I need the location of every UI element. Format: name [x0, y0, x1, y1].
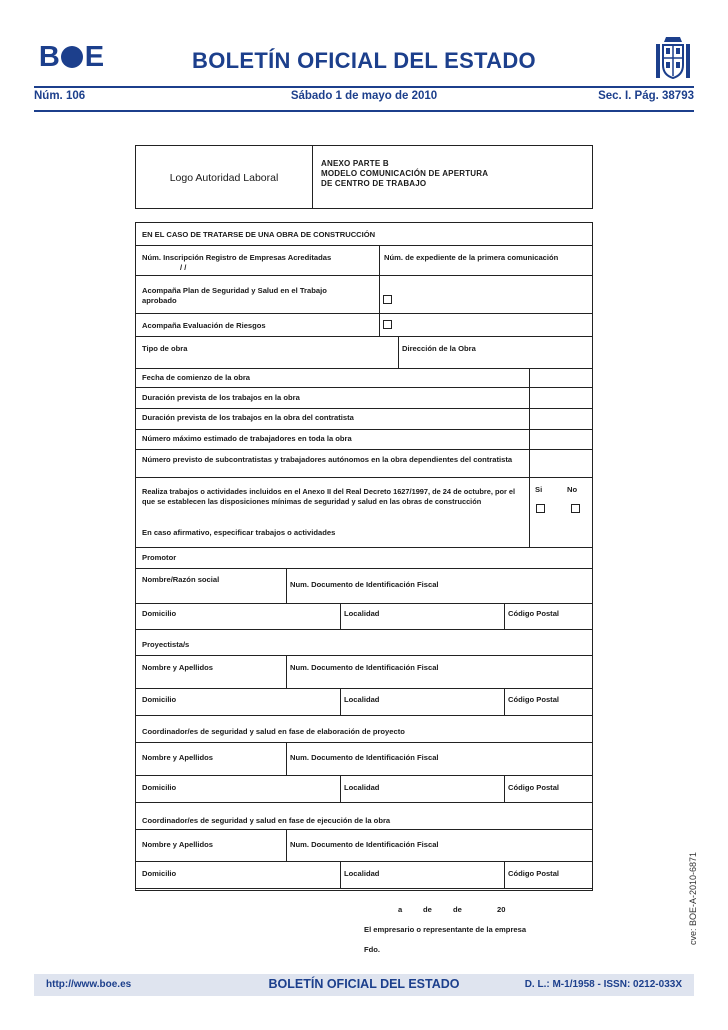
footer-url-link[interactable]: http://www.boe.es — [46, 979, 132, 990]
row-line — [136, 603, 592, 604]
logo-letter-e: E — [84, 40, 104, 73]
row-line — [136, 429, 592, 430]
coord-exec-fiscal-id-label: Num. Documento de Identificación Fiscal — [290, 840, 439, 849]
no-checkbox[interactable] — [571, 504, 580, 513]
col-line — [286, 568, 287, 603]
coord-exec-domicile-label: Domicilio — [142, 869, 177, 878]
designer-postal-label: Código Postal — [508, 695, 560, 704]
designer-domicile-label: Domicilio — [142, 695, 177, 704]
designer-fiscal-id-label: Num. Documento de Identificación Fiscal — [290, 663, 439, 672]
duration-contractor-label: Duración prevista de los trabajos en la obra del contratista — [142, 413, 354, 422]
risk-eval-label: Acompaña Evaluación de Riesgos — [142, 321, 266, 330]
page-title: BOLETÍN OFICIAL DEL ESTADO — [192, 48, 536, 73]
work-type-label: Tipo de obra — [142, 344, 188, 353]
section-page: Sec. I. Pág. 38793 — [598, 90, 694, 102]
row-line — [136, 477, 592, 478]
col-line — [340, 861, 341, 888]
coord-design-postal-label: Código Postal — [508, 783, 560, 792]
row-line — [136, 275, 592, 276]
expedient-label: Núm. de expediente de la primera comunicación — [384, 253, 559, 262]
registry-label: Núm. Inscripción Registro de Empresas Acreditadas — [142, 253, 332, 262]
promoter-postal-label: Código Postal — [508, 609, 560, 618]
issue-number: Núm. 106 — [34, 90, 86, 102]
yes-checkbox[interactable] — [536, 504, 545, 513]
coord-exec-label: Coordinador/es de seguridad y salud en fase de ejecución de la obra — [142, 816, 391, 825]
coord-design-name-label: Nombre y Apellidos — [142, 753, 214, 762]
col-line — [504, 603, 505, 629]
col-line — [340, 775, 341, 802]
annex-line: MODELO COMUNICACIÓN DE APERTURA — [321, 169, 489, 178]
work-address-label: Dirección de la Obra — [402, 344, 476, 353]
annex-title — [321, 159, 488, 189]
safety-plan-checkbox[interactable] — [383, 295, 392, 304]
annex-line: ANEXO PARTE B — [321, 159, 389, 168]
signed-label: Fdo. — [364, 945, 381, 954]
col-line — [286, 655, 287, 688]
yes-label: Si — [535, 485, 543, 494]
date-de-2: de — [453, 905, 462, 914]
safety-plan-label: Acompaña Plan de Seguridad y Salud en el Trabajo aprobado — [142, 286, 327, 305]
row-line — [136, 861, 592, 862]
date-year: 20 — [497, 905, 506, 914]
coord-design-label: Coordinador/es de seguridad y salud en fase de elaboración de proyecto — [142, 727, 405, 736]
row-line — [136, 408, 592, 409]
col-line — [529, 368, 530, 477]
col-line — [340, 688, 341, 715]
promoter-fiscal-id-label: Num. Documento de Identificación Fiscal — [290, 580, 439, 589]
promoter-name-label: Nombre/Razón social — [142, 575, 220, 584]
row-line — [136, 368, 592, 369]
specify-label: En caso afirmativo, especificar trabajos o actividades — [142, 528, 336, 537]
annex-header-box — [135, 145, 593, 209]
row-line — [136, 313, 592, 314]
row-line — [136, 449, 592, 450]
col-line — [286, 829, 287, 861]
row-line — [136, 829, 592, 830]
header-rule-bottom — [34, 110, 694, 112]
row-line — [136, 802, 592, 803]
row-line — [136, 568, 592, 569]
start-date-label: Fecha de comienzo de la obra — [142, 373, 251, 382]
duration-label: Duración prevista de los trabajos en la obra — [142, 393, 300, 402]
signer-label: El empresario o representante de la empresa — [364, 925, 527, 934]
construction-form — [135, 222, 593, 891]
header-rule — [34, 86, 694, 88]
coord-design-fiscal-id-label: Num. Documento de Identificación Fiscal — [290, 753, 439, 762]
coord-design-domicile-label: Domicilio — [142, 783, 177, 792]
row-line — [136, 688, 592, 689]
col-line — [504, 775, 505, 802]
coat-of-arms-icon — [652, 34, 694, 84]
logo-letter-b: B — [38, 40, 59, 73]
section-title: EN EL CASO DE TRATARSE DE UNA OBRA DE CONSTRUCCIÓN — [142, 230, 376, 239]
promoter-domicile-label: Domicilio — [142, 609, 177, 618]
col-line — [398, 336, 399, 368]
annex-line: DE CENTRO DE TRABAJO — [321, 179, 427, 188]
footer-title: BOLETÍN OFICIAL DEL ESTADO — [268, 977, 460, 991]
row-line — [136, 888, 592, 889]
row-line — [136, 387, 592, 388]
cve-code: cve: BOE-A-2010-6871 — [688, 851, 698, 945]
date-de-1: de — [423, 905, 432, 914]
issue-date: Sábado 1 de mayo de 2010 — [290, 90, 438, 102]
row-line — [136, 629, 592, 630]
col-line — [529, 477, 530, 547]
risk-eval-checkbox[interactable] — [383, 320, 392, 329]
coord-exec-locality-label: Localidad — [344, 869, 380, 878]
col-line — [340, 603, 341, 629]
promoter-label: Promotor — [142, 553, 177, 562]
row-line — [136, 742, 592, 743]
registry-slashes: / / — [180, 263, 187, 272]
row-line — [136, 775, 592, 776]
coord-exec-postal-label: Código Postal — [508, 869, 560, 878]
footer-bar — [34, 974, 694, 996]
coord-exec-name-label: Nombre y Apellidos — [142, 840, 214, 849]
date-a: a — [398, 905, 403, 914]
row-line — [136, 715, 592, 716]
no-label: No — [567, 485, 578, 494]
designer-label: Proyectista/s — [142, 640, 190, 649]
col-line — [286, 742, 287, 775]
col-line — [504, 688, 505, 715]
max-workers-label: Número máximo estimado de trabajadores en toda la obra — [142, 434, 352, 443]
row-line — [136, 655, 592, 656]
logo-placeholder: Logo Autoridad Laboral — [169, 172, 279, 184]
designer-locality-label: Localidad — [344, 695, 380, 704]
coord-design-locality-label: Localidad — [344, 783, 380, 792]
designer-name-label: Nombre y Apellidos — [142, 663, 214, 672]
row-line — [136, 245, 592, 246]
footer-legal: D. L.: M-1/1958 - ISSN: 0212-033X — [524, 979, 682, 990]
box-divider — [312, 146, 313, 208]
subcontractors-label: Número previsto de subcontratistas y trabajadores autónomos en la obra dependientes del contratista — [142, 455, 513, 464]
row-line — [136, 336, 592, 337]
annex-activities-label: Realiza trabajos o actividades incluidos en el Anexo II del Real Decreto 1627/1997, de 24 de octubre, por el que se establecen las disposiciones mínimas de seguridad y salud en las obras de construcción — [142, 487, 516, 506]
row-line — [136, 547, 592, 548]
col-line — [379, 245, 380, 336]
col-line — [504, 861, 505, 888]
promoter-locality-label: Localidad — [344, 609, 380, 618]
